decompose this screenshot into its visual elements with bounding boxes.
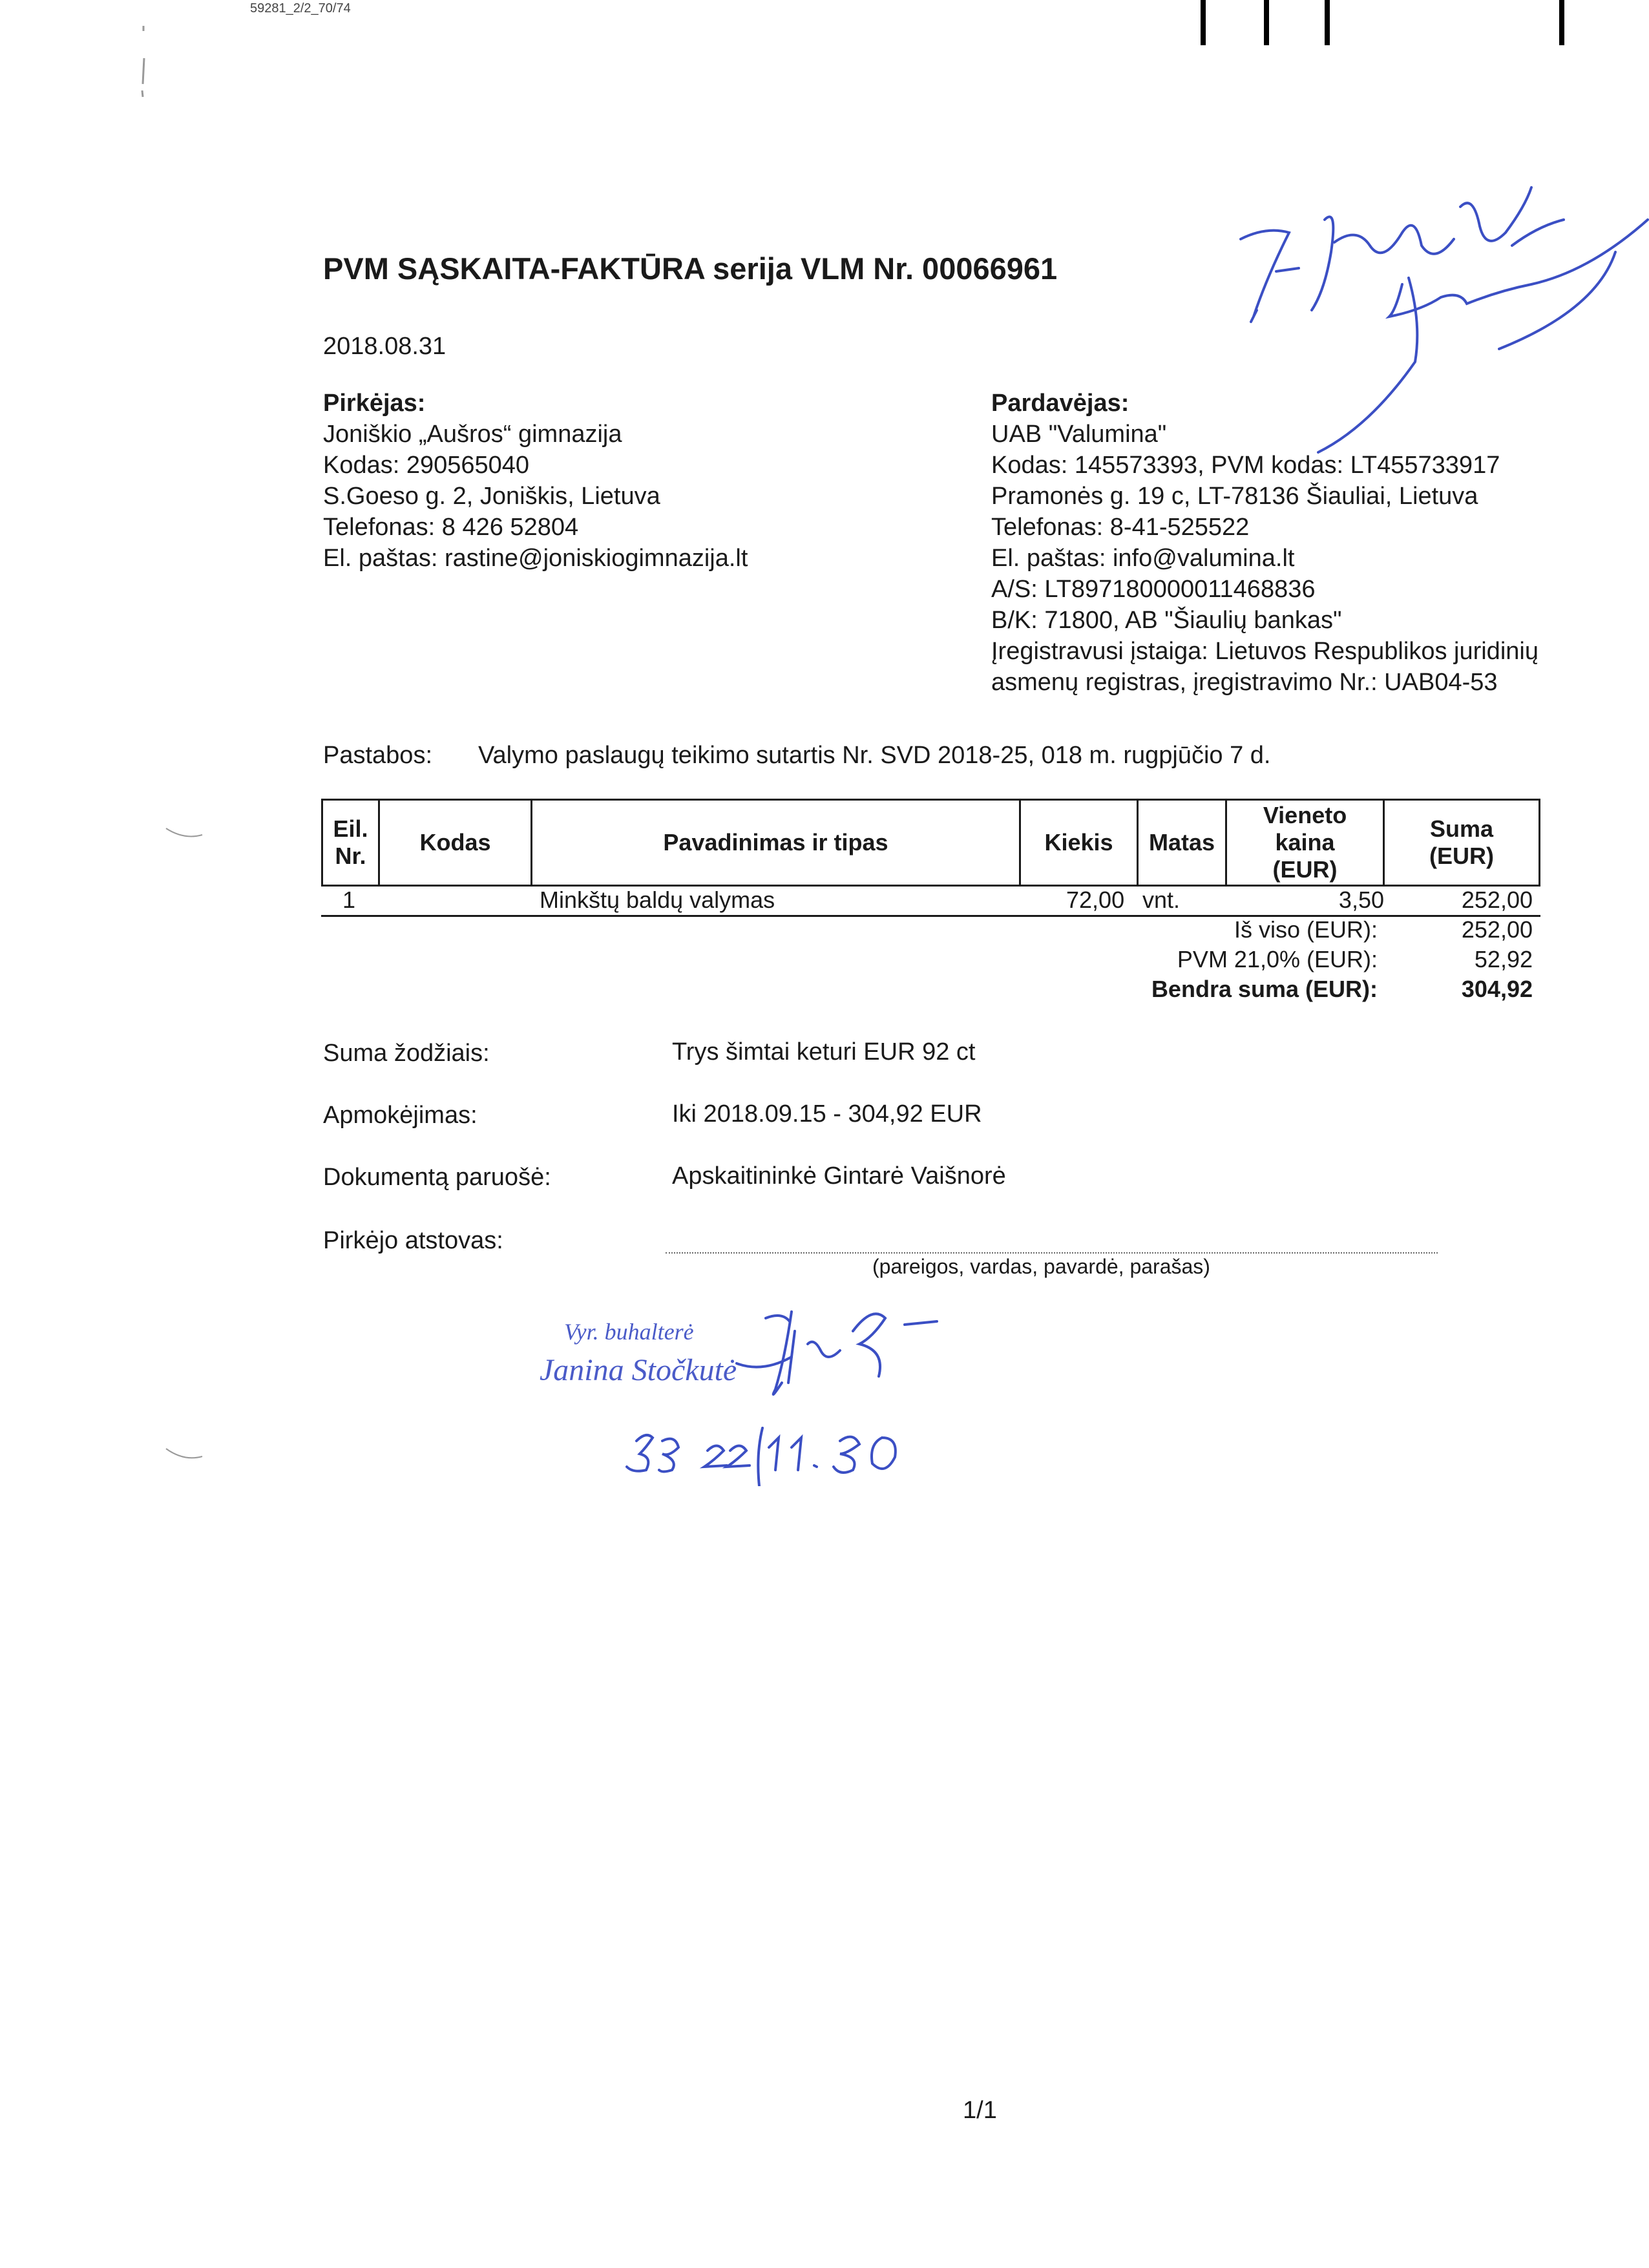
prepared-by: Apskaitininkė Gintarė Vaišnorė	[672, 1162, 1006, 1190]
buyer-label: Pirkėjas:	[323, 390, 426, 417]
seller-account: A/S: LT897180000011468836	[991, 576, 1316, 603]
seller-registrar: Įregistravusi įstaiga: Lietuvos Respublikos juridinių	[991, 638, 1539, 665]
seller-email: El. paštas: info@valumina.lt	[991, 545, 1295, 572]
stamp-title: Vyr. buhalterė	[564, 1319, 694, 1345]
signature-hint: (pareigos, vardas, pavardė, parašas)	[872, 1255, 1210, 1278]
header-code: Kodas	[380, 801, 532, 885]
buyer-rep-label: Pirkėjo atstovas:	[323, 1227, 503, 1254]
notes-text: Valymo paslaugų teikimo sutartis Nr. SVD 2018-25, 018 m. rugpjūčio 7 d.	[478, 742, 1271, 769]
seller-name: UAB "Valumina"	[991, 421, 1167, 448]
buyer-name: Joniškio „Aušros“ gimnazija	[323, 421, 622, 448]
amount-words-label: Suma žodžiais:	[323, 1040, 490, 1067]
row-price: 3,50	[1338, 887, 1384, 913]
seller-address: Pramonės g. 19 c, LT-78136 Šiauliai, Lietuva	[991, 483, 1478, 510]
seller-registration: asmenų registras, įregistravimo Nr.: UAB04-53	[991, 669, 1498, 696]
seller-block	[991, 388, 1637, 698]
amount-words: Trys šimtai keturi EUR 92 ct	[672, 1038, 976, 1066]
items-table	[321, 799, 1540, 887]
handwritten-date-icon	[536, 1292, 989, 1486]
scan-mark-icon	[165, 827, 204, 846]
grand-total-label: Bendra suma (EUR):	[1151, 976, 1378, 1002]
stamp-name: Janina Stočkutė	[540, 1353, 737, 1387]
header-unit: Matas	[1139, 801, 1227, 885]
page-number: 1/1	[963, 2097, 997, 2124]
scan-id: 59281_2/2_70/74	[250, 1, 351, 16]
scan-mark-icon	[165, 1447, 204, 1467]
buyer-phone: Telefonas: 8 426 52804	[323, 514, 579, 541]
scan-mark-icon	[129, 19, 155, 103]
seller-phone: Telefonas: 8-41-525522	[991, 514, 1250, 541]
row-qty: 72,00	[1066, 887, 1125, 913]
buyer-email: El. paštas: rastine@joniskiogimnazija.lt	[323, 545, 748, 572]
row-unit: vnt.	[1142, 887, 1181, 913]
buyer-code: Kodas: 290565040	[323, 452, 530, 479]
grand-total-value: 304,92	[1461, 976, 1533, 1002]
payment-label: Apmokėjimas:	[323, 1102, 478, 1129]
prepared-by-label: Dokumentą paruošė:	[323, 1164, 551, 1191]
seller-code: Kodas: 145573393, PVM kodas: LT455733917	[991, 452, 1500, 479]
header-price: Vieneto kaina (EUR)	[1227, 801, 1385, 885]
header-qty: Kiekis	[1021, 801, 1139, 885]
vat-label: PVM 21,0% (EUR):	[1177, 946, 1378, 972]
invoice-title: PVM SĄSKAITA-FAKTŪRA serija VLM Nr. 00066961	[323, 251, 1058, 286]
row-name: Minkštų baldų valymas	[540, 887, 775, 913]
row-sum: 252,00	[1461, 887, 1533, 913]
header-sum: Suma (EUR)	[1429, 815, 1494, 869]
header-name: Pavadinimas ir tipas	[532, 801, 1021, 885]
buyer-address: S.Goeso g. 2, Joniškis, Lietuva	[323, 483, 660, 510]
subtotal-label: Iš viso (EUR):	[1234, 916, 1378, 943]
vat-value: 52,92	[1474, 946, 1533, 972]
seller-bank: B/K: 71800, AB "Šiaulių bankas"	[991, 607, 1342, 634]
notes-label: Pastabos:	[323, 742, 432, 769]
buyer-block	[323, 388, 748, 574]
seller-label: Pardavėjas:	[991, 390, 1129, 417]
header-no: Eil. Nr.	[323, 801, 380, 885]
row-no: 1	[342, 887, 356, 913]
subtotal-value: 252,00	[1461, 916, 1533, 943]
payment-terms: Iki 2018.09.15 - 304,92 EUR	[672, 1100, 982, 1128]
invoice-date: 2018.08.31	[323, 333, 446, 360]
